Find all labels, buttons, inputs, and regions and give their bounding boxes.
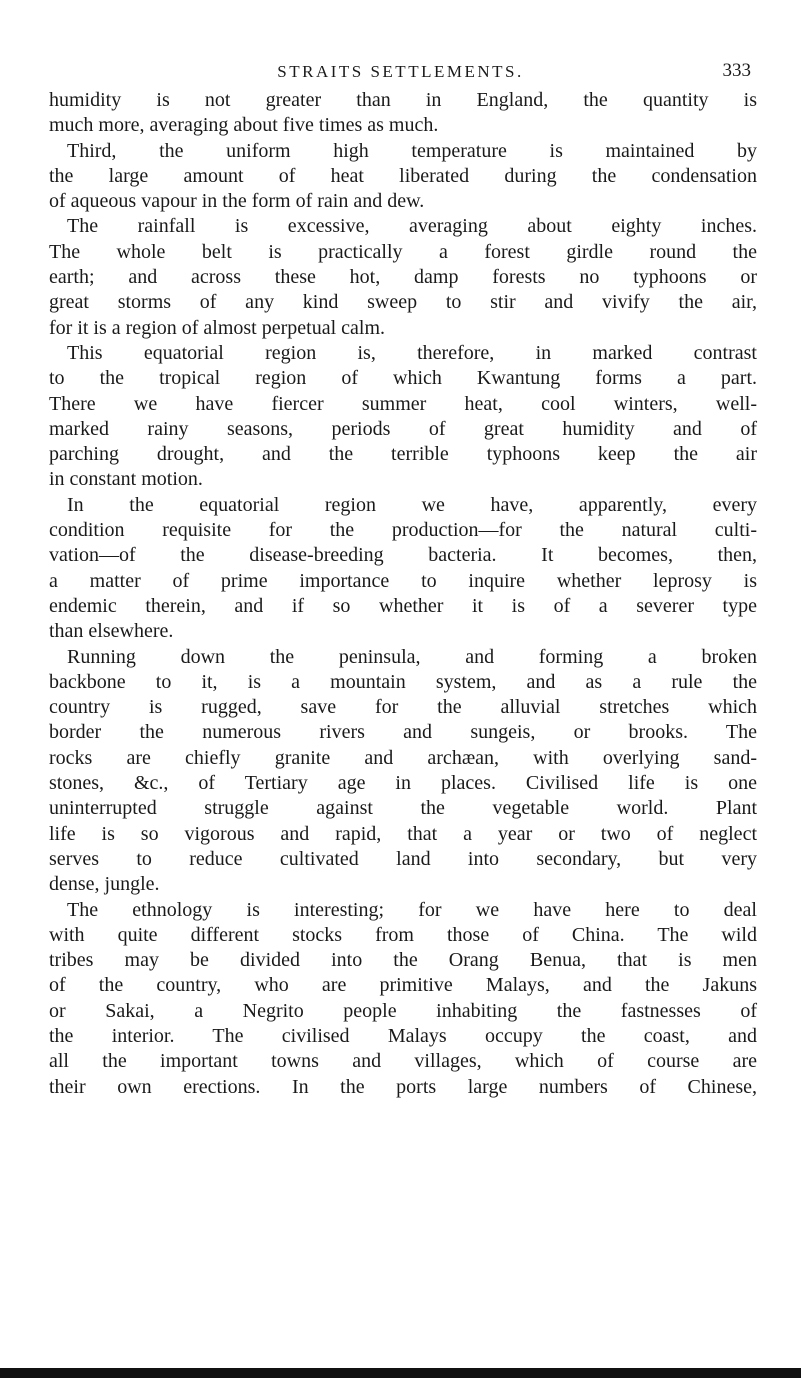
text-line: with quite different stocks from those of China. The wild — [49, 923, 757, 946]
text-line: for it is a region of almost perpetual calm. — [49, 316, 386, 339]
text-line: endemic therein, and if so whether it is of a severer type — [49, 594, 757, 617]
text-line: great storms of any kind sweep to stir and vivify the air, — [49, 291, 757, 314]
text-line: life is so vigorous and rapid, that a year or two of neglect — [49, 822, 757, 845]
text-line: earth; and across these hot, damp forests no typhoons or — [49, 266, 757, 289]
text-line: Third, the uniform high temperature is maintained by — [67, 139, 757, 162]
running-title: STRAITS SETTLEMENTS. — [277, 62, 524, 81]
text-line: marked rainy seasons, periods of great humidity and of — [49, 417, 757, 440]
bottom-edge-rule — [0, 1368, 801, 1378]
text-line: in constant motion. — [49, 468, 203, 491]
text-line: The whole belt is practically a forest girdle round the — [49, 240, 757, 263]
text-line: The rainfall is excessive, averaging about eighty inches. — [67, 215, 757, 238]
text-line: their own erections. In the ports large numbers of Chinese, — [49, 1075, 757, 1098]
text-line: border the numerous rivers and sungeis, or brooks. The — [49, 721, 757, 744]
text-line: vation—of the disease-breeding bacteria. It becomes, then, — [49, 544, 757, 567]
text-line: dense, jungle. — [49, 873, 160, 896]
page-number: 333 — [722, 60, 751, 81]
text-line: much more, averaging about five times as much. — [49, 114, 439, 137]
text-line: a matter of prime importance to inquire whether leprosy is — [49, 569, 757, 592]
text-line: serves to reduce cultivated land into secondary, but very — [49, 847, 757, 870]
text-line: country is rugged, save for the alluvial stretches which — [49, 696, 757, 719]
text-line: condition requisite for the production—for the natural culti- — [49, 519, 757, 542]
text-line: There we have fiercer summer heat, cool winters, well- — [49, 392, 757, 415]
text-line: the large amount of heat liberated during the condensation — [49, 164, 757, 187]
running-head — [0, 60, 801, 86]
text-line: tribes may be divided into the Orang Benua, that is men — [49, 949, 757, 972]
text-line: the interior. The civilised Malays occupy the coast, and — [49, 1024, 757, 1047]
text-line: uninterrupted struggle against the vegetable world. Plant — [49, 797, 757, 820]
text-line: all the important towns and villages, which of course are — [49, 1050, 757, 1073]
text-line: The ethnology is interesting; for we have here to deal — [67, 898, 757, 921]
text-line: backbone to it, is a mountain system, and as a rule the — [49, 670, 757, 693]
text-line: This equatorial region is, therefore, in marked contrast — [67, 341, 757, 364]
text-line: of the country, who are primitive Malays, and the Jakuns — [49, 974, 757, 997]
body-text — [49, 88, 757, 1100]
text-line: of aqueous vapour in the form of rain and dew. — [49, 190, 425, 213]
text-line: than elsewhere. — [49, 620, 174, 643]
text-line: rocks are chiefly granite and archæan, with overlying sand- — [49, 746, 757, 769]
text-line: parching drought, and the terrible typhoons keep the air — [49, 443, 757, 466]
text-line: or Sakai, a Negrito people inhabiting the fastnesses of — [49, 999, 757, 1022]
text-line: In the equatorial region we have, apparently, every — [67, 493, 757, 516]
text-line: humidity is not greater than in England, the quantity is — [49, 89, 757, 111]
text-line: Running down the peninsula, and forming a broken — [67, 645, 757, 668]
text-line: stones, &c., of Tertiary age in places. Civilised life is one — [49, 772, 757, 795]
text-line: to the tropical region of which Kwantung forms a part. — [49, 367, 757, 390]
